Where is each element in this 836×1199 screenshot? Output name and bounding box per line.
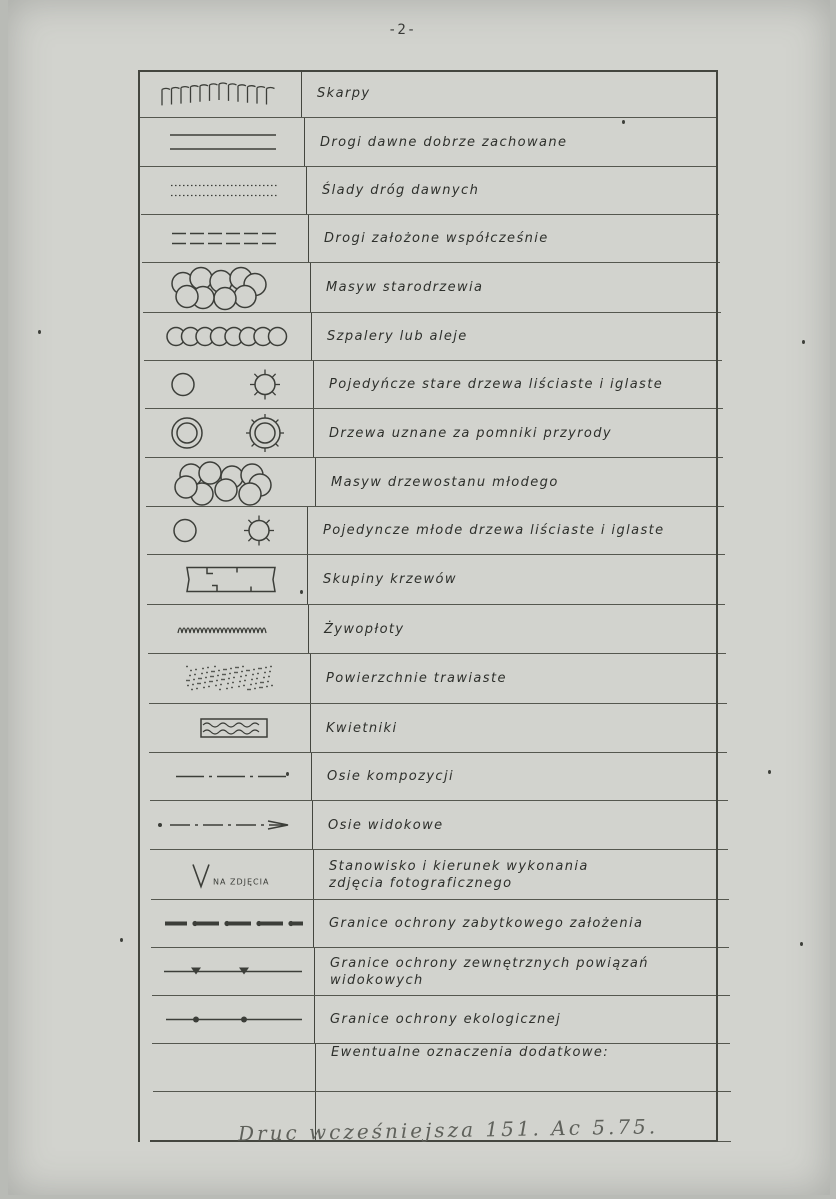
photo-symbol-text: NA ZDJĘCIA [213,877,270,887]
legend-row [148,605,726,654]
legend-label: Stanowisko i kierunek wykonania zdjęcia fotograficznego [329,858,589,891]
legend-symbol-cell [142,215,309,262]
legend-symbol-cell [152,948,315,995]
frame-left-line [138,70,140,1142]
legend-row [146,458,724,507]
cliffs-symbol [138,70,301,117]
legend-symbol-cell [151,850,314,899]
legend-label: Powierzchnie trawiaste [326,671,507,686]
legend-symbol-cell [147,507,308,554]
view-axis-symbol [150,801,312,849]
legend-symbol-cell [152,996,315,1043]
additional-marks-blank [153,1044,315,1091]
legend-label: Drogi dawne dobrze zachowane [320,134,568,150]
page-number: -2- [388,22,417,38]
legend-symbol-cell [143,263,311,312]
scan-speck [768,770,771,774]
legend-label: Skupiny krzewów [323,572,457,587]
legend-label: Ewentualne oznaczenia dodatkowe: [331,1045,610,1060]
single-young-trees-symbol [147,507,307,554]
scan-speck [622,120,625,124]
legend-label: Skarpy [317,86,371,101]
legend-label: Żywopłoty [324,621,405,637]
grass-surface-symbol [149,654,310,703]
handwritten-note: Druc wcześniejsza 151. Ac 5.75. [237,1114,659,1146]
monument-protection-boundary-symbol [151,900,313,947]
legend-row [143,263,721,313]
frame-top-line [138,70,718,72]
legend-row [152,996,730,1044]
legend-label: Granice ochrony zewnętrznych powiązań widokowych [330,955,649,988]
legend-row [150,753,728,801]
legend-symbol-cell [145,409,314,457]
legend-label: Kwietniki [326,720,398,736]
legend-label: Masyw starodrzewia [326,280,484,295]
legend-label: Pojedyncze młode drzewa liściaste i iglaste [323,523,665,538]
legend-symbol-cell [150,753,312,800]
legend-row [149,654,727,704]
flowerbed-symbol [149,704,310,752]
old-tree-mass-symbol [143,263,310,312]
legend-row [150,801,728,850]
legend-row [147,507,725,555]
scan-speck [300,590,303,594]
legend-row [149,704,727,753]
frame-right-line [716,70,718,1142]
legend-label: Granice ochrony zabytkowego założenia [329,916,644,931]
double-dashed-lines-symbol [142,215,308,262]
legend-symbol-cell [145,361,314,408]
legend-symbol-cell [149,654,311,703]
scan-speck [286,772,289,776]
legend-symbol-cell [144,313,312,360]
legend-row [151,850,729,900]
scan-speck [120,938,123,942]
legend-row [144,313,722,361]
scan-speck [800,942,803,946]
shrub-groups-symbol [147,555,307,604]
legend-symbol-cell [150,801,313,849]
legend-label: Masyw drzewostanu młodego [331,474,559,490]
young-tree-mass-symbol [146,458,315,506]
composition-axis-symbol [150,753,311,800]
legend-symbol-cell [148,605,309,653]
legend-label: Drzewa uznane za pomniki przyrody [329,425,613,441]
monument-trees-symbol [145,409,313,457]
view-connection-boundary-symbol [152,948,314,995]
legend-symbol-cell [146,458,316,506]
scan-speck [802,340,805,344]
legend-symbol-cell [149,704,311,752]
legend-label: Pojedyńcze stare drzewa liściaste i iglaste [329,377,664,392]
legend-row [138,70,716,118]
legend-row [152,948,730,996]
legend-row [141,167,719,215]
legend-row [153,1044,731,1092]
legend-symbol-cell [138,70,302,117]
legend-row [145,361,723,409]
legend-symbol-cell [147,555,308,604]
legend-row [142,215,720,263]
legend-label: Ślady dróg dawnych [322,183,480,198]
avenue-symbol [144,313,311,360]
legend-symbol-cell [141,167,307,214]
legend-row [151,900,729,948]
legend-label: Osie kompozycji [327,769,454,784]
legend-row [140,118,718,167]
scan-speck [38,330,41,334]
legend-row [145,409,723,458]
legend-row [147,555,725,605]
double-solid-lines-symbol [140,118,304,166]
legend-symbol-cell [151,900,314,947]
legend-symbol-cell [140,118,305,166]
double-dotted-lines-symbol [141,167,306,214]
legend-label: Drogi założone współcześnie [324,231,549,246]
single-old-trees-symbol [145,361,313,408]
photo-viewpoint-symbol [151,850,313,899]
legend-symbol-cell [153,1044,316,1091]
legend-label: Osie widokowe [328,817,444,833]
hedge-symbol [148,605,308,653]
legend-label: Granice ochrony ekologicznej [330,1012,562,1027]
ecological-boundary-symbol [152,996,314,1043]
legend-label: Szpalery lub aleje [327,329,468,344]
